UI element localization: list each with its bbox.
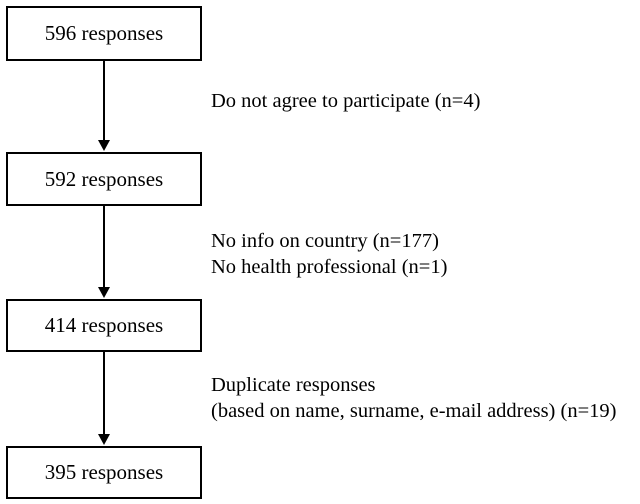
flow-node-596-responses [6, 6, 202, 61]
flow-node-label: 414 responses [44, 313, 164, 337]
flow-arrow-head-3 [98, 434, 110, 445]
flow-node-label: 592 responses [44, 166, 164, 191]
flow-edge-label-3-line-1: Duplicate responses [211, 374, 376, 396]
flow-node-label: 596 responses [44, 21, 164, 45]
flow-arrow-shaft-2 [103, 206, 105, 288]
flow-node-414-responses [6, 299, 202, 352]
flow-edge-label-2 [211, 229, 447, 280]
flow-node-label: 395 responses [44, 460, 164, 484]
flow-node-592-responses [6, 152, 202, 206]
flow-node-395-responses [6, 446, 202, 499]
flow-edge-label-3-line-2: (based on name, surname, e-mail address) (n=19) [211, 399, 617, 422]
flow-edge-label-2-line-1: No info on country (n=177) [211, 230, 439, 252]
flow-edge-label-3 [211, 373, 616, 424]
flow-arrow-head-1 [98, 140, 110, 151]
flow-arrow-head-2 [98, 287, 110, 298]
flow-arrow-shaft-1 [103, 61, 105, 141]
flow-edge-label-2-line-2: No health professional (n=1) [211, 255, 448, 278]
flow-edge-label-1-line-1: Do not agree to participate (n=4) [211, 90, 481, 112]
flow-arrow-shaft-3 [103, 352, 105, 435]
flow-edge-label-1 [211, 89, 480, 115]
